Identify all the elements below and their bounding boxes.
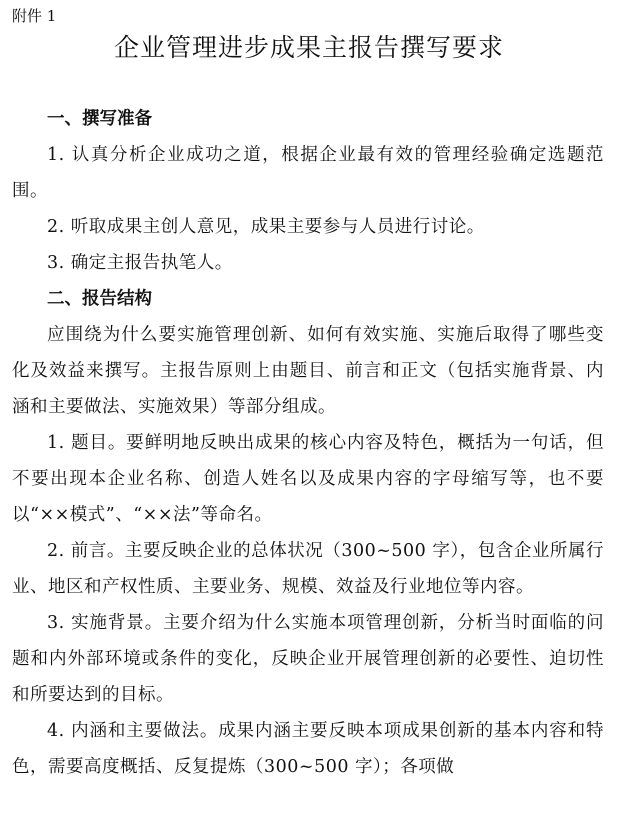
document-body xyxy=(12,101,604,785)
paragraph: 应围绕为什么要实施管理创新、如何有效实施、实施后取得了哪些变化及效益来撰写。主报告原则上由题目、前言和正文（包括实施背景、内涵和主要做法、实施效果）等部分组成。 xyxy=(12,325,604,417)
section-heading-preparation: 一、撰写准备 xyxy=(47,109,152,129)
paragraph: 3. 实施背景。主要介绍为什么实施本项管理创新，分析当时面临的问题和内外部环境或条件的变化，反映企业开展管理创新的必要性、迫切性和所要达到的目标。 xyxy=(12,613,604,705)
paragraph: 3. 确定主报告执笔人。 xyxy=(47,253,233,273)
section-heading-structure: 二、报告结构 xyxy=(47,289,152,309)
paragraph: 2. 前言。主要反映企业的总体状况（300~500 字），包含企业所属行业、地区和产权性质、主要业务、规模、效益及行业地位等内容。 xyxy=(12,541,604,597)
paragraph: 4. 内涵和主要做法。成果内涵主要反映本项成果创新的基本内容和特色，需要高度概括、反复提炼（300~500 字）；各项做 xyxy=(12,721,604,777)
document-title: 企业管理进步成果主报告撰写要求 xyxy=(113,33,504,62)
paragraph: 1. 认真分析企业成功之道，根据企业最有效的管理经验确定选题范围。 xyxy=(12,145,604,201)
paragraph: 2. 听取成果主创人意见，成果主要参与人员进行讨论。 xyxy=(47,217,485,237)
paragraph: 1. 题目。要鲜明地反映出成果的核心内容及特色，概括为一句话，但不要出现本企业名称、创造人姓名以及成果内容的字母缩写等，也不要以“××模式”、“××法”等命名。 xyxy=(12,433,604,525)
attachment-label: 附件 1 xyxy=(12,7,57,25)
